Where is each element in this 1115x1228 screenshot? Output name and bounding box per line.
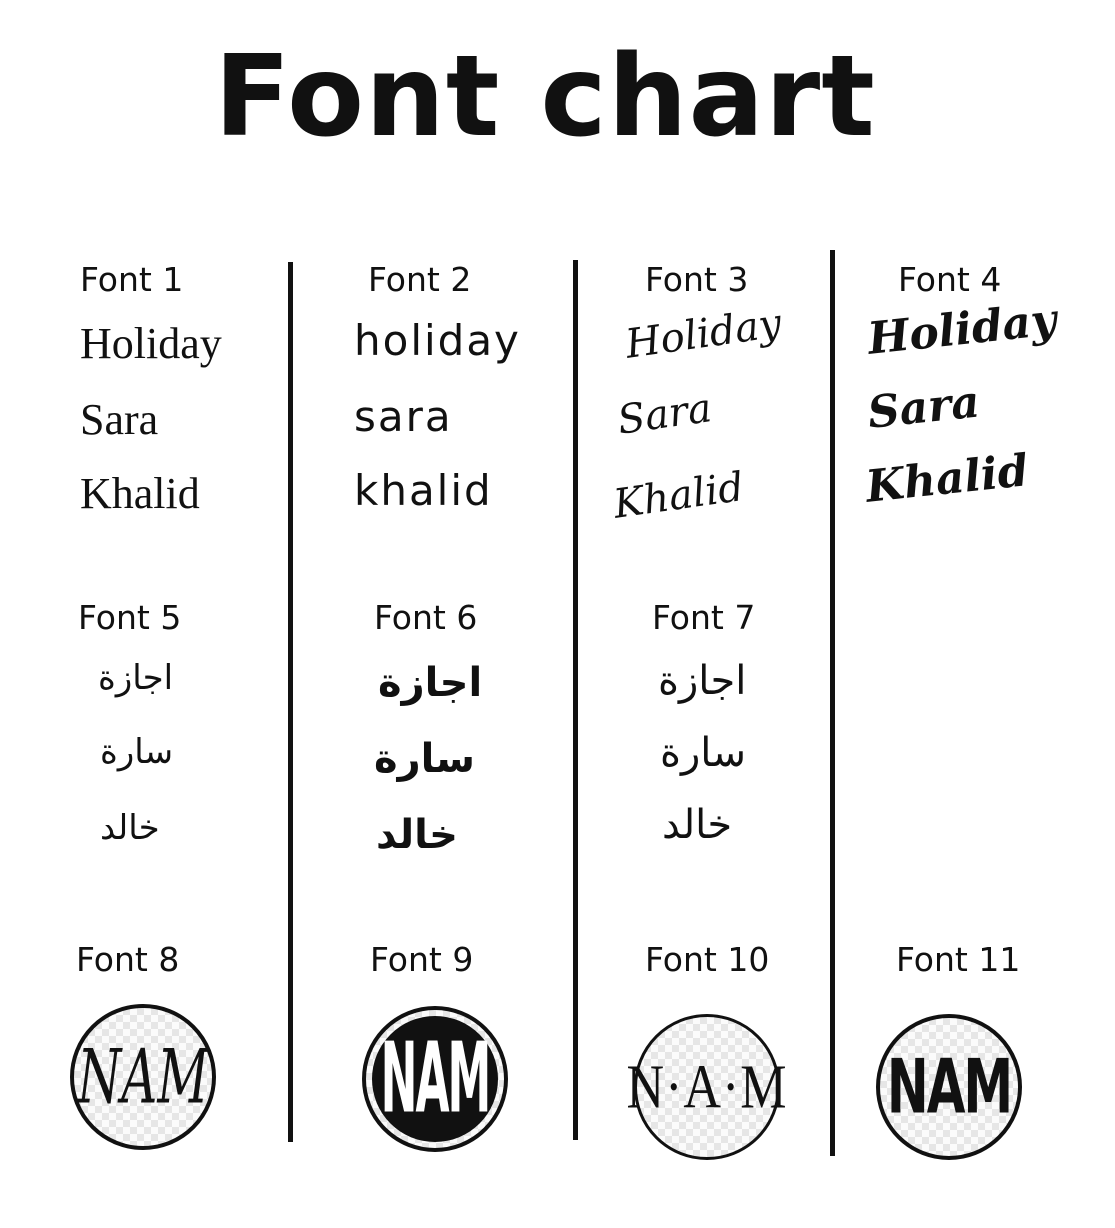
monogram-text: NAM bbox=[77, 1033, 209, 1121]
page-title: Font chart bbox=[214, 32, 876, 162]
font-sample: Sara bbox=[80, 395, 159, 444]
font-label: Font 3 bbox=[645, 260, 749, 299]
font-label: Font 11 bbox=[896, 940, 1021, 979]
monogram-text: NAM bbox=[380, 1022, 490, 1136]
font-label: Font 8 bbox=[76, 940, 180, 979]
monogram-badge bbox=[362, 1006, 508, 1152]
font-label: Font 4 bbox=[898, 260, 1002, 299]
font-sample: خالد bbox=[662, 802, 733, 848]
font-sample: سارة bbox=[374, 736, 475, 782]
monogram-badge bbox=[626, 1014, 788, 1160]
font-label: Font 6 bbox=[374, 598, 478, 637]
font-sample: Sara bbox=[865, 376, 983, 439]
font-sample: سارة bbox=[100, 732, 174, 772]
font-label: Font 10 bbox=[645, 940, 770, 979]
font-sample: اجازة bbox=[98, 658, 174, 698]
column-divider-3 bbox=[830, 250, 835, 1156]
font-label: Font 7 bbox=[652, 598, 756, 637]
font-sample: Khalid bbox=[610, 464, 747, 528]
font-sample: Holiday bbox=[622, 300, 785, 368]
font-sample: Holiday bbox=[865, 294, 1059, 365]
monogram-text: N·A·M bbox=[626, 1052, 788, 1122]
font-label: Font 9 bbox=[370, 940, 474, 979]
font-label: Font 2 bbox=[368, 260, 472, 299]
font-label: Font 1 bbox=[80, 260, 184, 299]
font-sample: holiday bbox=[354, 316, 521, 365]
font-sample: khalid bbox=[354, 466, 493, 515]
font-sample: خالد bbox=[376, 812, 458, 858]
font-sample: سارة bbox=[660, 730, 746, 776]
font-sample: اجازة bbox=[378, 660, 483, 706]
monogram-fill bbox=[372, 1016, 498, 1142]
font-sample: Khalid bbox=[80, 469, 200, 518]
font-sample: sara bbox=[354, 392, 453, 441]
column-divider-2 bbox=[573, 260, 578, 1140]
font-sample: Holiday bbox=[80, 319, 222, 368]
font-sample: خالد bbox=[100, 808, 160, 848]
column-divider-1 bbox=[288, 262, 293, 1142]
font-sample: Khalid bbox=[863, 445, 1031, 513]
monogram-text: NAM bbox=[886, 1043, 1012, 1131]
font-label: Font 5 bbox=[78, 598, 182, 637]
monogram-badge bbox=[70, 1004, 216, 1150]
monogram-badge bbox=[876, 1014, 1022, 1160]
font-sample: اجازة bbox=[658, 658, 747, 704]
font-sample: Sara bbox=[614, 385, 715, 444]
